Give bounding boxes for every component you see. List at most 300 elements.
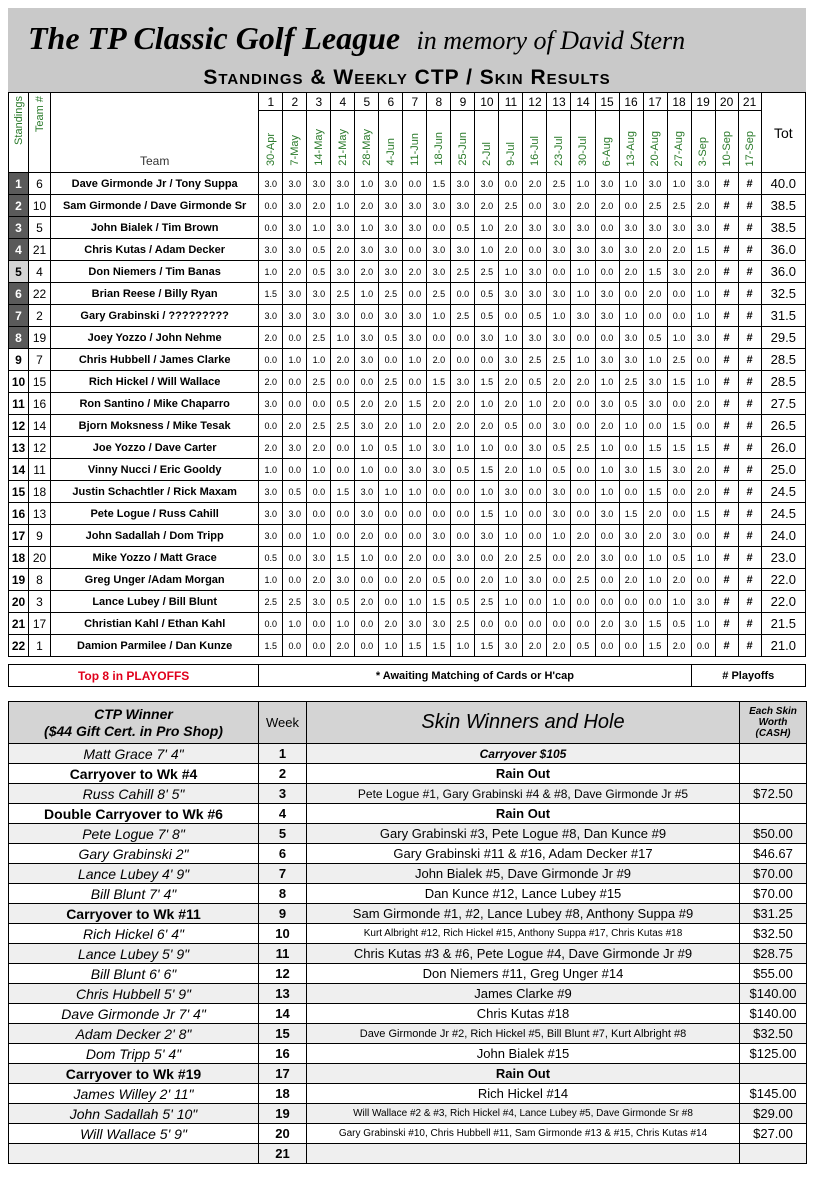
week-score-cell: 0.0 [283, 547, 307, 569]
standings-row [9, 283, 806, 305]
week-date-label: 30-Apr [264, 132, 277, 166]
team-number-cell: 17 [29, 613, 51, 635]
week-score-cell: 2.0 [451, 393, 475, 415]
week-score-cell: 3.0 [283, 173, 307, 195]
week-score-cell: 3.0 [283, 305, 307, 327]
week-score-cell: 0.0 [691, 635, 715, 657]
total-cell: 23.0 [761, 547, 805, 569]
week-score-cell: 1.5 [259, 283, 283, 305]
week-score-cell: 0.0 [619, 437, 643, 459]
week-score-cell: 0.0 [379, 591, 403, 613]
week-score-cell: 3.0 [283, 239, 307, 261]
week-score-cell: 1.0 [307, 525, 331, 547]
ctp-header-line1: CTP Winner [94, 705, 173, 722]
results-row [9, 1124, 807, 1144]
skin-worth-cell [740, 804, 807, 824]
standings-row [9, 569, 806, 591]
standings-row [9, 195, 806, 217]
week-score-cell: 1.0 [355, 459, 379, 481]
week-cell: 18 [259, 1084, 307, 1104]
week-score-cell: 3.0 [331, 217, 355, 239]
ctp-winner-cell: Lance Lubey 4' 9" [9, 864, 259, 884]
week-score-cell: 0.0 [547, 261, 571, 283]
week-score-cell: 0.0 [595, 327, 619, 349]
week-score-cell: 1.0 [667, 173, 691, 195]
week-score-cell: 0.0 [427, 503, 451, 525]
week-score-cell: 3.0 [451, 547, 475, 569]
week-score-cell: 1.0 [499, 591, 523, 613]
total-cell: 28.5 [761, 371, 805, 393]
week-score-cell: 0.0 [667, 393, 691, 415]
week-score-cell: 1.5 [643, 613, 667, 635]
playoff-cell: # [715, 437, 738, 459]
results-row [9, 784, 807, 804]
week-score-cell: 3.0 [499, 349, 523, 371]
week-score-cell: 2.5 [331, 283, 355, 305]
week-cell: 3 [259, 784, 307, 804]
skin-worth-cell: $140.00 [740, 984, 807, 1004]
ctp-winner-cell [9, 1144, 259, 1164]
playoff-cell: # [715, 239, 738, 261]
week-score-cell: 3.0 [283, 437, 307, 459]
week-score-cell: 3.0 [523, 569, 547, 591]
standings-row [9, 591, 806, 613]
week-number: 13 [547, 93, 571, 111]
week-score-cell: 3.0 [403, 327, 427, 349]
skin-winners-cell: Chris Kutas #3 & #6, Pete Logue #4, Dave Girmonde Jr #9 [307, 944, 740, 964]
week-number: 16 [619, 93, 643, 111]
week-score-cell: 3.0 [547, 217, 571, 239]
week-score-cell: 3.0 [667, 459, 691, 481]
week-score-cell: 2.0 [307, 437, 331, 459]
week-date [523, 111, 547, 173]
week-score-cell: 2.0 [379, 393, 403, 415]
week-score-cell: 0.0 [403, 239, 427, 261]
week-date-label: 9-Jul [504, 142, 517, 166]
standings-legend-row [9, 665, 806, 687]
week-score-cell: 3.0 [523, 217, 547, 239]
results-row [9, 764, 807, 784]
skin-winners-cell: Dave Girmonde Jr #2, Rich Hickel #5, Bill Blunt #7, Kurt Albright #8 [307, 1024, 740, 1044]
week-cell: 6 [259, 844, 307, 864]
team-name-cell: Ron Santino / Mike Chaparro [51, 393, 259, 415]
week-number: 18 [667, 93, 691, 111]
week-score-cell: 3.0 [691, 591, 715, 613]
week-score-cell: 2.0 [619, 261, 643, 283]
team-number-cell: 2 [29, 305, 51, 327]
week-score-cell: 3.0 [427, 239, 451, 261]
week-score-cell: 0.0 [283, 393, 307, 415]
team-name-cell: Joey Yozzo / John Nehme [51, 327, 259, 349]
week-score-cell: 1.0 [643, 349, 667, 371]
week-score-cell: 3.0 [427, 261, 451, 283]
week-score-cell: 0.0 [619, 283, 643, 305]
week-score-cell: 2.0 [355, 393, 379, 415]
week-date [499, 111, 523, 173]
week-score-cell: 2.0 [427, 415, 451, 437]
ctp-winner-cell: Will Wallace 5' 9" [9, 1124, 259, 1144]
week-score-cell: 0.0 [451, 283, 475, 305]
week-score-cell: 2.5 [307, 327, 331, 349]
week-score-cell: 2.0 [307, 569, 331, 591]
week-score-cell: 3.0 [643, 371, 667, 393]
team-number-cell: 7 [29, 349, 51, 371]
spacer-row [9, 657, 806, 665]
week-score-cell: 3.0 [403, 459, 427, 481]
standings-row [9, 349, 806, 371]
week-score-cell: 2.5 [523, 547, 547, 569]
week-score-cell: 0.0 [499, 305, 523, 327]
week-score-cell: 1.0 [499, 503, 523, 525]
week-date [595, 111, 619, 173]
skin-winners-cell: Rain Out [307, 1064, 740, 1084]
week-date-label: 18-Jun [432, 132, 445, 166]
playoff-cell: # [715, 195, 738, 217]
week-score-cell: 1.0 [307, 349, 331, 371]
week-score-cell: 0.0 [355, 569, 379, 591]
week-score-cell: 0.0 [379, 349, 403, 371]
total-cell: 21.5 [761, 613, 805, 635]
week-score-cell: 3.0 [475, 525, 499, 547]
ctp-winner-cell: Carryover to Wk #11 [9, 904, 259, 924]
week-cell: 9 [259, 904, 307, 924]
week-score-cell: 3.0 [259, 173, 283, 195]
week-score-cell: 0.0 [403, 525, 427, 547]
week-header: Week [259, 702, 307, 744]
week-score-cell: 1.5 [691, 437, 715, 459]
week-score-cell: 3.0 [571, 239, 595, 261]
week-score-cell: 1.0 [499, 525, 523, 547]
week-score-cell: 3.0 [355, 503, 379, 525]
team-name-cell: Joe Yozzo / Dave Carter [51, 437, 259, 459]
week-score-cell: 3.0 [259, 503, 283, 525]
ctp-winner-cell: Double Carryover to Wk #6 [9, 804, 259, 824]
team-name-cell: Justin Schachtler / Rick Maxam [51, 481, 259, 503]
skin-worth-cell: $70.00 [740, 864, 807, 884]
week-score-cell: 2.0 [355, 525, 379, 547]
week-score-cell: 0.0 [379, 547, 403, 569]
week-score-cell: 2.0 [691, 459, 715, 481]
week-score-cell: 2.5 [643, 195, 667, 217]
ctp-winner-cell: Lance Lubey 5' 9" [9, 944, 259, 964]
worth-header-line2: Worth [758, 717, 788, 728]
week-score-cell: 1.0 [595, 371, 619, 393]
week-score-cell: 1.5 [691, 503, 715, 525]
results-row [9, 964, 807, 984]
skin-worth-cell [740, 764, 807, 784]
week-date-label: 28-May [360, 129, 373, 166]
week-score-cell: 3.0 [307, 547, 331, 569]
team-number-cell: 21 [29, 239, 51, 261]
week-score-cell: 0.0 [595, 217, 619, 239]
week-score-cell: 1.0 [595, 437, 619, 459]
week-cell: 19 [259, 1104, 307, 1124]
total-cell: 22.0 [761, 569, 805, 591]
playoff-cell: # [715, 393, 738, 415]
week-score-cell: 0.0 [571, 415, 595, 437]
playoff-cell: # [738, 437, 761, 459]
week-score-cell: 3.0 [283, 195, 307, 217]
total-cell: 38.5 [761, 195, 805, 217]
ctp-winner-cell: Dave Girmonde Jr 7' 4" [9, 1004, 259, 1024]
week-score-cell: 1.0 [355, 547, 379, 569]
week-score-cell: 0.0 [571, 503, 595, 525]
playoff-cell: # [715, 503, 738, 525]
skin-winners-cell: Dan Kunce #12, Lance Lubey #15 [307, 884, 740, 904]
total-cell: 36.0 [761, 261, 805, 283]
total-cell: 24.0 [761, 525, 805, 547]
week-number: 17 [643, 93, 667, 111]
standings-row [9, 459, 806, 481]
week-score-cell: 0.5 [307, 261, 331, 283]
results-table [8, 701, 807, 1164]
team-name-cell: Pete Logue / Russ Cahill [51, 503, 259, 525]
ctp-winner-header [9, 702, 259, 744]
week-date [307, 111, 331, 173]
week-score-cell: 0.0 [283, 371, 307, 393]
week-score-cell: 0.0 [595, 591, 619, 613]
standings-row [9, 327, 806, 349]
ctp-winner-cell: Adam Decker 2' 8" [9, 1024, 259, 1044]
week-score-cell: 0.0 [427, 217, 451, 239]
week-date [475, 111, 499, 173]
week-score-cell: 3.0 [331, 305, 355, 327]
skin-worth-cell: $32.50 [740, 1024, 807, 1044]
week-score-cell: 3.0 [307, 173, 331, 195]
total-cell: 27.5 [761, 393, 805, 415]
week-score-cell: 1.0 [403, 481, 427, 503]
week-score-cell: 1.0 [691, 305, 715, 327]
week-score-cell: 0.5 [523, 305, 547, 327]
week-score-cell: 0.0 [523, 481, 547, 503]
week-score-cell: 0.0 [619, 547, 643, 569]
week-score-cell: 0.0 [523, 195, 547, 217]
week-score-cell: 1.0 [355, 173, 379, 195]
week-date-label: 16-Jul [528, 136, 541, 166]
week-score-cell: 0.5 [475, 283, 499, 305]
week-score-cell: 1.5 [475, 371, 499, 393]
week-score-cell: 1.0 [571, 173, 595, 195]
total-cell: 38.5 [761, 217, 805, 239]
week-score-cell: 2.0 [499, 547, 523, 569]
week-score-cell: 3.0 [595, 173, 619, 195]
week-date [715, 111, 738, 173]
playoffs-note: # Playoffs [691, 665, 805, 687]
ctp-winner-cell: Rich Hickel 6' 4" [9, 924, 259, 944]
week-score-cell: 0.5 [667, 613, 691, 635]
week-score-cell: 1.0 [691, 283, 715, 305]
playoff-cell: # [738, 261, 761, 283]
playoff-cell: # [738, 635, 761, 657]
week-score-cell: 0.0 [403, 503, 427, 525]
week-date [379, 111, 403, 173]
week-score-cell: 2.0 [427, 393, 451, 415]
team-name-cell: Chris Kutas / Adam Decker [51, 239, 259, 261]
week-number: 14 [571, 93, 595, 111]
week-score-cell: 3.0 [499, 635, 523, 657]
skin-winners-cell: Will Wallace #2 & #3, Rich Hickel #4, Lance Lubey #5, Dave Girmonde Sr #8 [307, 1104, 740, 1124]
week-score-cell: 3.0 [547, 195, 571, 217]
week-score-cell: 3.0 [451, 173, 475, 195]
week-score-cell: 3.0 [427, 525, 451, 547]
week-score-cell: 0.0 [427, 481, 451, 503]
week-score-cell: 1.0 [283, 613, 307, 635]
skin-worth-cell: $70.00 [740, 884, 807, 904]
week-score-cell: 0.5 [331, 591, 355, 613]
skin-worth-cell: $29.00 [740, 1104, 807, 1124]
week-score-cell: 1.5 [643, 437, 667, 459]
week-score-cell: 0.0 [619, 635, 643, 657]
playoff-cell: # [738, 503, 761, 525]
week-date [691, 111, 715, 173]
week-score-cell: 0.0 [667, 503, 691, 525]
week-score-cell: 0.5 [451, 591, 475, 613]
week-score-cell: 2.0 [595, 195, 619, 217]
standings-row [9, 547, 806, 569]
playoff-cell: # [738, 173, 761, 195]
skin-worth-cell: $31.25 [740, 904, 807, 924]
standings-row [9, 481, 806, 503]
week-date [427, 111, 451, 173]
week-score-cell: 3.0 [643, 217, 667, 239]
week-score-cell: 3.0 [355, 239, 379, 261]
week-score-cell: 3.0 [379, 217, 403, 239]
week-score-cell: 3.0 [379, 195, 403, 217]
week-score-cell: 0.0 [355, 371, 379, 393]
results-row [9, 1044, 807, 1064]
week-score-cell: 0.0 [379, 569, 403, 591]
week-cell: 12 [259, 964, 307, 984]
week-score-cell: 2.0 [571, 371, 595, 393]
week-score-cell: 3.0 [547, 415, 571, 437]
week-score-cell: 1.0 [475, 437, 499, 459]
week-number: 1 [259, 93, 283, 111]
week-score-cell: 1.0 [643, 569, 667, 591]
team-number-cell: 10 [29, 195, 51, 217]
week-score-cell: 1.0 [499, 261, 523, 283]
week-score-cell: 3.0 [379, 239, 403, 261]
rank-cell: 22 [9, 635, 29, 657]
skin-winners-cell: Gary Grabinski #3, Pete Logue #8, Dan Kunce #9 [307, 824, 740, 844]
skin-worth-cell: $50.00 [740, 824, 807, 844]
week-score-cell: 3.0 [355, 481, 379, 503]
week-score-cell: 1.5 [331, 547, 355, 569]
week-score-cell: 3.0 [259, 239, 283, 261]
week-date-label: 7-May [288, 135, 301, 166]
week-score-cell: 0.0 [451, 525, 475, 547]
week-score-cell: 3.0 [691, 217, 715, 239]
week-score-cell: 1.5 [475, 503, 499, 525]
week-score-cell: 2.0 [547, 635, 571, 657]
playoff-cell: # [738, 415, 761, 437]
week-score-cell: 1.0 [427, 305, 451, 327]
week-cell: 11 [259, 944, 307, 964]
results-row [9, 904, 807, 924]
week-score-cell: 2.0 [523, 173, 547, 195]
week-score-cell: 0.0 [523, 415, 547, 437]
week-score-cell: 0.0 [475, 613, 499, 635]
ctp-winner-cell: John Sadallah 5' 10" [9, 1104, 259, 1124]
week-score-cell: 1.0 [307, 217, 331, 239]
total-cell: 28.5 [761, 349, 805, 371]
week-score-cell: 0.0 [331, 503, 355, 525]
rank-cell: 8 [9, 327, 29, 349]
skin-winners-cell: Kurt Albright #12, Rich Hickel #15, Anthony Suppa #17, Chris Kutas #18 [307, 924, 740, 944]
skin-winners-cell: Gary Grabinski #11 & #16, Adam Decker #17 [307, 844, 740, 864]
week-score-cell: 1.0 [595, 459, 619, 481]
week-score-cell: 2.0 [667, 569, 691, 591]
week-score-cell: 0.0 [571, 327, 595, 349]
team-name-cell: Lance Lubey / Bill Blunt [51, 591, 259, 613]
week-score-cell: 1.0 [403, 437, 427, 459]
week-score-cell: 3.0 [355, 349, 379, 371]
week-score-cell: 0.0 [691, 569, 715, 591]
week-score-cell: 2.5 [475, 591, 499, 613]
total-cell: 25.0 [761, 459, 805, 481]
week-score-cell: 3.0 [427, 437, 451, 459]
week-date [667, 111, 691, 173]
week-score-cell: 1.5 [475, 635, 499, 657]
week-score-cell: 3.0 [499, 283, 523, 305]
week-score-cell: 3.0 [427, 613, 451, 635]
week-score-cell: 0.0 [355, 305, 379, 327]
week-score-cell: 2.0 [571, 547, 595, 569]
week-score-cell: 0.0 [259, 415, 283, 437]
standings-row [9, 415, 806, 437]
week-score-cell: 2.5 [667, 195, 691, 217]
week-score-cell: 0.0 [571, 459, 595, 481]
rank-cell: 20 [9, 591, 29, 613]
playoff-cell: # [715, 613, 738, 635]
week-score-cell: 2.5 [379, 371, 403, 393]
title-line [28, 20, 685, 57]
week-score-cell: 1.5 [643, 481, 667, 503]
week-score-cell: 3.0 [283, 217, 307, 239]
week-score-cell: 1.0 [451, 635, 475, 657]
week-score-cell: 3.0 [259, 393, 283, 415]
team-number-cell: 5 [29, 217, 51, 239]
week-score-cell: 0.0 [283, 569, 307, 591]
results-row [9, 844, 807, 864]
skin-worth-cell: $125.00 [740, 1044, 807, 1064]
results-row [9, 1144, 807, 1164]
week-cell: 4 [259, 804, 307, 824]
week-score-cell: 1.5 [427, 371, 451, 393]
ctp-winner-cell: Carryover to Wk #19 [9, 1064, 259, 1084]
week-score-cell: 3.0 [547, 327, 571, 349]
week-score-cell: 3.0 [331, 261, 355, 283]
week-score-cell: 1.0 [331, 327, 355, 349]
week-score-cell: 2.5 [451, 305, 475, 327]
rank-cell: 11 [9, 393, 29, 415]
week-number: 11 [499, 93, 523, 111]
week-score-cell: 3.0 [259, 525, 283, 547]
playoff-cell: # [715, 635, 738, 657]
week-score-cell: 2.0 [259, 437, 283, 459]
week-score-cell: 3.0 [619, 459, 643, 481]
rank-cell: 14 [9, 459, 29, 481]
standings-row [9, 635, 806, 657]
results-body [9, 744, 807, 1164]
results-row [9, 864, 807, 884]
week-score-cell: 3.0 [667, 525, 691, 547]
week-score-cell: 0.0 [547, 569, 571, 591]
rank-cell: 5 [9, 261, 29, 283]
week-score-cell: 1.5 [427, 591, 451, 613]
week-score-cell: 2.0 [379, 613, 403, 635]
week-score-cell: 2.5 [475, 261, 499, 283]
rank-cell: 6 [9, 283, 29, 305]
